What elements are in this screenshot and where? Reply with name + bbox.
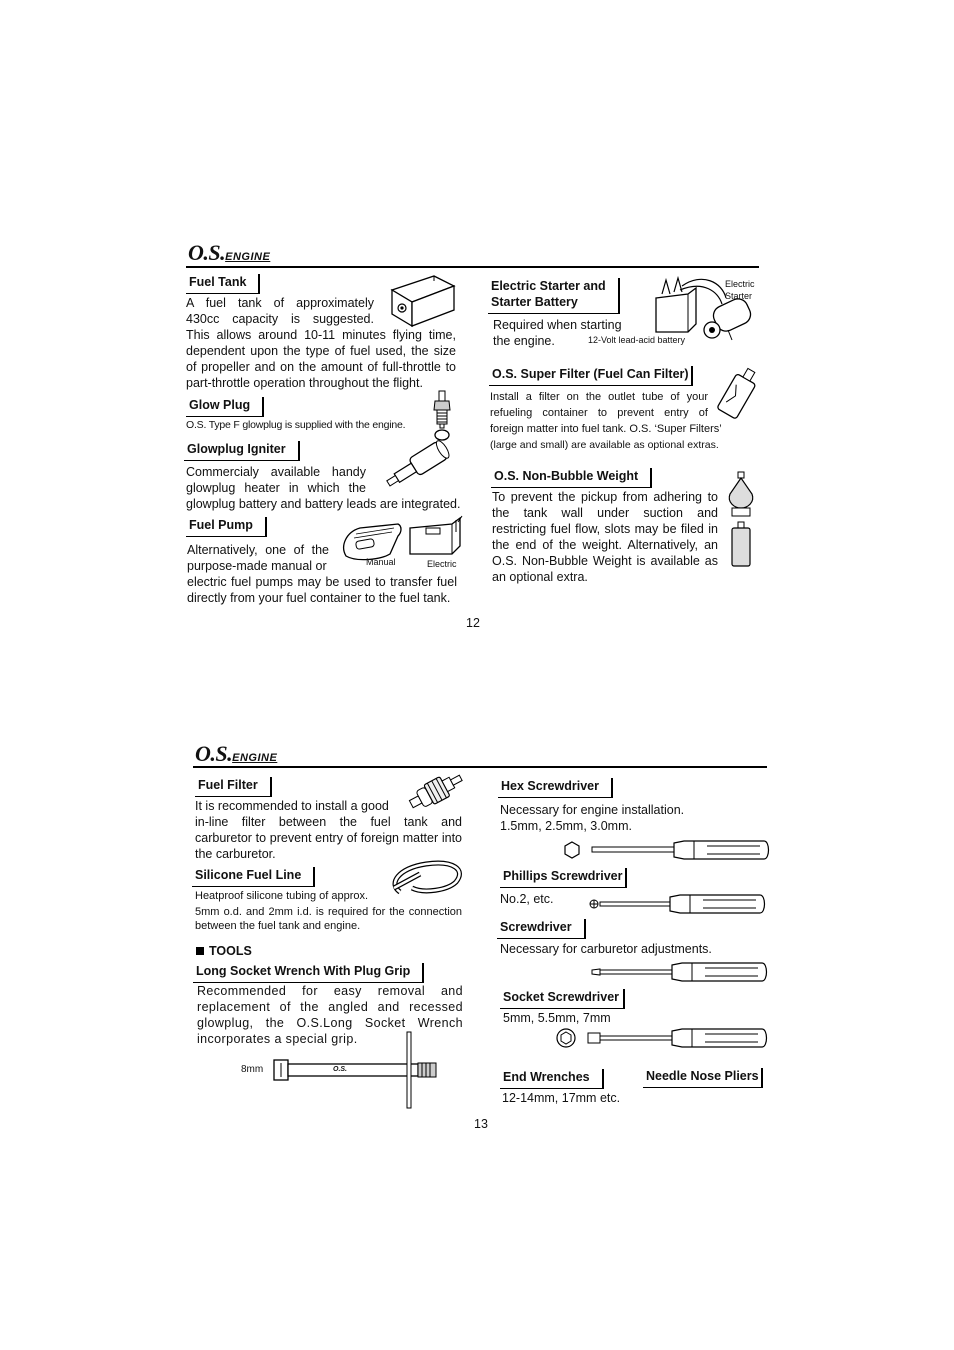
- caption-8mm: 8mm: [241, 1064, 264, 1075]
- super-filter-line2: refueling container to prevent entry of: [490, 407, 708, 419]
- caption-manual: Manual: [366, 557, 396, 567]
- tools-header-label: TOOLS: [209, 944, 252, 958]
- section-title-fuel-filter: Fuel Filter: [195, 777, 272, 797]
- fuel-tank-line1: A fuel tank of approximately: [186, 296, 374, 310]
- starter-line2: the engine.: [493, 334, 555, 348]
- os-engine-logo-bottom: [195, 741, 277, 767]
- page-number-13: 13: [474, 1117, 488, 1131]
- socket-wrench-text: Recommended for easy removal and replacement of the angled and recessed glowplug, the O.S.Long Socket Wrench incorporates a special grip.: [197, 984, 463, 1046]
- page-number-12: 12: [466, 616, 480, 630]
- long-socket-wrench-illustration: [272, 1032, 440, 1110]
- fuel-filter-line1: It is recommended to install a good: [195, 799, 389, 813]
- starter-title-line1: Electric Starter and: [491, 279, 606, 293]
- screwdriver-illustration: [590, 960, 770, 984]
- caption-starter-line1: Electric: [725, 279, 755, 289]
- section-title-super-filter: O.S. Super Filter (Fuel Can Filter): [489, 366, 693, 386]
- hex-line1: Necessary for engine installation.: [500, 803, 685, 817]
- logo-name: O.S.: [188, 240, 226, 265]
- fuel-pump-line1: Alternatively, one of the: [187, 543, 329, 557]
- logo-sub: ENGINE: [232, 752, 278, 764]
- section-title-electric-starter: [488, 278, 620, 314]
- section-title-long-socket-wrench: Long Socket Wrench With Plug Grip: [193, 963, 424, 983]
- section-title-glowplug-igniter: Glowplug Igniter: [184, 441, 300, 461]
- glow-plug-text: O.S. Type F glowplug is supplied with the engine.: [186, 419, 406, 431]
- electric-pump-illustration: [408, 516, 464, 558]
- section-title-needle-nose-pliers: Needle Nose Pliers: [643, 1068, 763, 1088]
- igniter-line2: glowplug heater in which the: [186, 481, 366, 495]
- glow-plug-illustration: [432, 390, 452, 442]
- section-title-fuel-pump: Fuel Pump: [186, 517, 267, 537]
- logo-name: O.S.: [195, 741, 233, 766]
- header-rule-bottom: [193, 766, 767, 768]
- section-title-fuel-tank: Fuel Tank: [186, 274, 260, 294]
- caption-starter-line2: Starter: [725, 291, 753, 301]
- fuel-pump-line2: purpose-made manual or: [187, 559, 327, 573]
- igniter-line1: Commercialy available handy: [186, 465, 366, 479]
- fuel-tank-line2: 430cc capacity is suggested.: [186, 312, 374, 326]
- caption-electric-pump: Electric: [427, 559, 457, 569]
- starter-title-line2: Starter Battery: [491, 295, 578, 309]
- section-title-silicone-fuel-line: Silicone Fuel Line: [192, 867, 315, 887]
- header-rule-top: [186, 266, 759, 268]
- wrench-brand-mark: O.S.: [333, 1066, 348, 1073]
- fuel-filter-illustration: [408, 772, 464, 810]
- weight-text: To prevent the pickup from adhering to the tank wall under suction and restricting fuel flow, slots may be filed in the end of the weight. Alternatively, an O.S. Non-Bubble Weight is available as an optional extra.: [492, 490, 718, 584]
- super-filter-line1: Install a filter on the outlet tube of your: [490, 391, 708, 403]
- manual-pump-illustration: [340, 522, 404, 562]
- section-title-socket-screwdriver: Socket Screwdriver: [500, 989, 625, 1009]
- silicone-line1: Heatproof silicone tubing of approx.: [195, 890, 369, 902]
- caption-battery: 12-Volt lead-acid battery: [588, 335, 686, 345]
- fuel-tank-illustration: [388, 272, 456, 328]
- silicone-text: 5mm o.d. and 2mm i.d. is required for the connection between the fuel tank and engine.: [195, 906, 462, 932]
- screwdriver-text: Necessary for carburetor adjustments.: [500, 942, 712, 956]
- igniter-line3: glowplug battery and battery leads are integrated.: [186, 497, 461, 511]
- igniter-illustration: [380, 436, 460, 496]
- os-engine-logo-top: [188, 240, 270, 266]
- phillips-screwdriver-illustration: [588, 892, 768, 916]
- section-title-phillips-screwdriver: Phillips Screwdriver: [500, 868, 627, 888]
- fuel-pump-text: electric fuel pumps may be used to transfer fuel directly from your fuel container to the fuel tank.: [187, 575, 457, 605]
- phillips-text: No.2, etc.: [500, 892, 554, 906]
- fuel-filter-text: in-line filter between the fuel tank and carburetor to prevent entry of foreign matter into the carburetor.: [195, 815, 462, 861]
- socket-screwdriver-illustration: [556, 1026, 770, 1050]
- section-title-end-wrenches: End Wrenches: [500, 1069, 604, 1089]
- logo-sub: ENGINE: [225, 251, 271, 263]
- fuel-tank-text: This allows around 10-11 minutes flying time, dependent upon the type of fuel used, the size of propeller and on the amount of full-throttle to part-throttle operation throughout the flight.: [186, 328, 456, 390]
- starter-line1: Required when starting: [493, 318, 622, 332]
- square-bullet-icon: [196, 947, 204, 955]
- hex-screwdriver-illustration: [564, 838, 770, 862]
- super-filter-line4: (large and small) are available as optional extras.: [490, 439, 719, 451]
- socket-screwdriver-text: 5mm, 5.5mm, 7mm: [503, 1011, 611, 1025]
- section-title-screwdriver: Screwdriver: [497, 919, 586, 939]
- super-filter-illustration: [714, 366, 758, 424]
- tools-section-header: [196, 943, 252, 959]
- section-title-non-bubble-weight: O.S. Non-Bubble Weight: [491, 468, 652, 488]
- end-wrenches-text: 12-14mm, 17mm etc.: [502, 1091, 621, 1105]
- hex-line2: 1.5mm, 2.5mm, 3.0mm.: [500, 819, 632, 833]
- section-title-glow-plug: Glow Plug: [186, 397, 264, 417]
- super-filter-line3: foreign matter into fuel tank. O.S. ‘Super Filters’: [490, 423, 722, 435]
- section-title-hex-screwdriver: Hex Screwdriver: [498, 778, 613, 798]
- non-bubble-weight-illustration: [724, 472, 758, 570]
- silicone-fuel-line-illustration: [390, 858, 466, 900]
